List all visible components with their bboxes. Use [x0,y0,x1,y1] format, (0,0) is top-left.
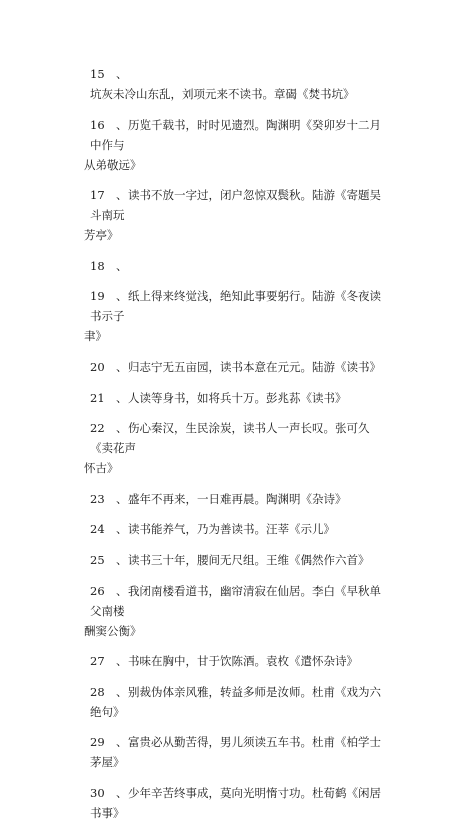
item-number: 18 [90,258,105,273]
list-item [90,550,390,570]
item-separator: 、 [116,289,128,304]
item-number: 24 [90,522,105,537]
list-item [90,64,390,104]
item-number: 17 [90,188,105,203]
item-separator: 、 [116,684,128,699]
quote-list [0,64,465,834]
item-text: 读书不放一字过，闭户忽惊双鬓秋。陆游《寄题吴斗南玩 [90,188,381,223]
item-separator: 、 [116,491,128,506]
item-text: 少年辛苦终事成，莫向光明惰寸功。杜荀鹤《闲居书事》 [90,785,381,820]
item-text: 别裁伪体亲风雅，转益多师是汝师。杜甫《戏为六绝句》 [90,684,381,719]
item-separator: 、 [116,188,128,203]
item-text-continuation: 酬窦公衡》 [84,623,142,638]
item-text: 伤心秦汉，生民涂炭，读书人一声长叹。张可久《卖花声 [90,421,370,456]
list-item [90,732,390,772]
item-separator: 、 [116,522,128,537]
list-item [90,682,390,722]
item-separator: 、 [116,654,128,669]
item-text-continuation: 怀古》 [84,461,119,476]
item-number: 16 [90,117,105,132]
list-item [90,357,390,377]
item-separator: 、 [116,583,128,598]
item-text: 富贵必从勤苦得，男儿须读五车书。杜甫《柏学士茅屋》 [90,735,381,770]
item-text-continuation: 聿》 [84,329,107,344]
item-text: 我闭南楼看道书，幽帘清寂在仙居。李白《早秋单父南楼 [90,583,381,618]
item-text: 归志宁无五亩园，读书本意在元元。陆游《读书》 [128,359,381,374]
list-item [90,651,390,671]
item-separator: 、 [116,390,128,405]
item-text: 盛年不再来，一日难再晨。陶渊明《杂诗》 [128,491,347,506]
item-text: 人读等身书，如将兵十万。彭兆荪《读书》 [128,390,347,405]
item-separator: 、 [116,552,128,567]
list-item [84,418,390,478]
item-text: 纸上得来终觉浅，绝知此事要躬行。陆游《冬夜读书示子 [90,289,381,324]
list-item [84,286,390,346]
item-separator: 、 [116,258,128,273]
item-text-continuation: 从弟敬远》 [84,157,142,172]
item-separator: 、 [116,735,128,750]
item-number: 30 [90,785,105,800]
item-number: 27 [90,654,105,669]
item-text: 书味在胸中，甘于饮陈酒。袁枚《遣怀杂诗》 [128,654,358,669]
item-text: 坑灰未冷山东乱，刘项元来不读书。章碣《焚书坑》 [90,87,355,101]
item-separator: 、 [116,785,128,800]
item-number: 20 [90,359,105,374]
item-number: 28 [90,684,105,699]
item-number: 22 [90,421,105,436]
list-item [84,581,390,641]
list-item [90,388,390,408]
item-number: 29 [90,735,105,750]
item-separator: 、 [116,359,128,374]
item-text: 读书三十年，腰间无尺组。王维《偶然作六首》 [128,552,370,567]
item-number: 25 [90,552,105,567]
item-text-continuation: 芳亭》 [84,228,119,243]
item-text: 读书能养气，乃为善读书。汪莘《示儿》 [128,522,335,537]
list-item [90,256,390,276]
item-text: 历览千载书，时时见遗烈。陶渊明《癸卯岁十二月中作与 [90,117,381,152]
item-number: 15 [90,67,105,81]
list-item [90,519,390,539]
list-item [90,783,390,823]
item-number: 26 [90,583,105,598]
item-number: 21 [90,390,105,405]
list-item [84,185,390,245]
list-item [90,489,390,509]
item-separator: 、 [116,117,128,132]
item-number: 19 [90,289,105,304]
item-separator: 、 [116,421,128,436]
item-number: 23 [90,491,105,506]
list-item [84,115,390,175]
item-separator: 、 [116,67,128,81]
